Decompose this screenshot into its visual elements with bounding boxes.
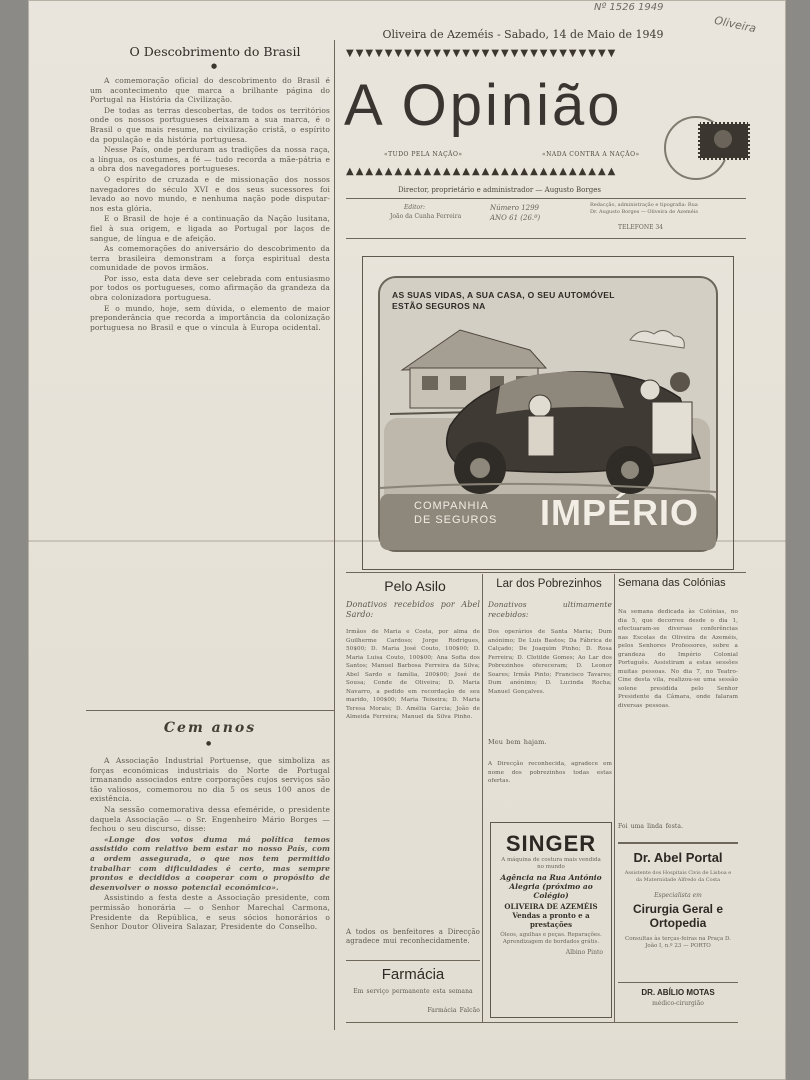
imperio-tagline: AS SUAS VIDAS, A SUA CASA, O SEU AUTOMÓVEL ESTÃO SEGUROS NA	[392, 290, 615, 311]
bullet-ornament: ●	[211, 62, 218, 70]
other-doctor-sub: médico-cirurgião	[652, 1000, 704, 1007]
pelo-asilo-body: Irmãos de Maria e Costa, por alma de Guilherme Cardoso; Jorge Rodrigues, 50$00; D. Maria José Couto, 100$00; D. Maria Luisa Couto, 100$00; Ana Sofia dos Santos; Manuel Barbosa Ferreira da Silva; Abel Sardo e família, 200$00; José de Sousa; Conde de Oliveira; D. Maria Navarro, a pedido em recordação de seu marido, 100$00; Maria Teixeira; D. Maria Teresa Morais; D. Amélia Garcia; João de Almeida Ferreira; Manuel da Silva Pinho.	[346, 629, 480, 720]
pelo-asilo-headline: Pelo Asilo	[384, 578, 446, 594]
cem-anos-headline: Cem anos	[163, 720, 257, 736]
left-article-paragraph: E o Brasil de hoje é a continuação da Nação lusitana, fiel à sua origem, e ligada ao Portugal por laços de sangue, de língua e de afeição.	[90, 214, 330, 243]
imperio-brand: IMPÉRIO	[540, 492, 700, 533]
column-rule-2	[482, 574, 483, 1022]
left-article-paragraph: Nesse País, onde perduram as tradições da nossa raça, a língua, os costumes, a fé — tudo recorda a mãe-pátria e a obra dos navegadores portugueses.	[90, 145, 330, 174]
semana-headline: Semana das Colónias	[618, 577, 726, 589]
ad-bottom-rule	[346, 572, 746, 573]
singer-brand: SINGER	[505, 831, 597, 856]
cem-anos-paragraph: «Longe dos votos duma má política temos assistido com relativo bem estar no nosso País, com a ordem assegurada, o que nos tem permitido trabalhar com dificuldades é certo, mas sempre prontos e decididos a cooperar com o propósito de desenvolver o nosso potencial económico».	[90, 834, 330, 892]
pelo-asilo-subhead: Donativos recebidos por Abel Sardo:	[346, 600, 480, 619]
singer-ad	[490, 822, 612, 1018]
semana-body: Na semana dedicada às Colónias, no dia 5, que decorreu desde o dia 1, efectuaram-se diversas conferências nas Escolas de Oliveira de Azeméis, pelos Senhores Professores, sobre a grandeza do Império Colonial Português. Assistiram a estas sessões muitas pessoas. No dia 7, no Teatro-Cine desta vila, realizou-se uma sessão solene presidida pelo Senhor Presidente da Câmara, onde falaram diversas pessoas.	[618, 609, 738, 709]
lar-note: Meu bem hajam.	[488, 738, 547, 746]
portal-specialty-label: Especialista em	[654, 892, 702, 899]
left-article-body	[90, 76, 330, 688]
lar-footer: A Direcção reconhecida, agradece em nome dos pobrezinhos todas estas ofertas.	[488, 761, 612, 784]
editor-label: Editor:	[404, 204, 426, 211]
lar-headline: Lar dos Pobrezinhos	[496, 578, 602, 590]
portal-address: Consultas às terças-feiras na Praça D. João I, n.º 23 — PORTO	[624, 936, 731, 949]
portal-name: Dr. Abel Portal	[633, 850, 723, 865]
left-article-paragraph: De todas as terras descobertas, de todos os territórios onde os nossos portugueses deixaram a sua marca, é o Brasil o que mais resume, na civilização cristã, o espírito da população e da história portuguesa.	[90, 105, 330, 144]
masthead-rule	[346, 198, 746, 199]
dateline: Oliveira de Azeméis - Sabado, 14 de Maio de 1949	[382, 28, 664, 41]
left-article-paragraph: O espírito de cruzada e de missionação dos nossos navegadores do século XVI e dos seus sucessores foi levado ao novo mundo, e nenhuma nação pode disputar-nos esta glória.	[90, 174, 330, 213]
handwritten-note: Nº 1526 1949	[594, 2, 664, 13]
imperio-company-line2: DE SEGUROS	[414, 514, 498, 526]
portal-credentials: Assistente dos Hospitais Civis de Lisboa e da Maternidade Alfredo da Costa	[624, 870, 732, 883]
motto-right: «NADA CONTRA A NAÇÃO»	[542, 151, 640, 158]
motto-left: «TUDO PELA NAÇÃO»	[384, 151, 463, 158]
masthead-border-bottom: ▲▲▲▲▲▲▲▲▲▲▲▲▲▲▲▲▲▲▲▲▲▲▲▲▲▲▲▲	[346, 166, 618, 177]
lar-body: Dos operários de Santa Maria; Dum anónimo; De Luis Bastos; Da Fábrica de Calçado; De Joaquim Pinho; D. Rosa Ferreira; D. Clotilde Gomes; Ao Lar dos Pobrezinhos ofereceram; D. Leonor Soares; Irmãs Pinto; Francisco Tavares; Dum anónimo; D. Lucinda Rocha; Manuel Gonçalves.	[488, 629, 612, 695]
left-article-paragraph: A comemoração oficial do descobrimento do Brasil é um acontecimento que marca a brilhante página do Portugal na História da Civilização.	[90, 76, 330, 105]
masthead-bottom-rule	[346, 238, 746, 239]
left-article-paragraph: Por isso, esta data deve ser celebrada com entusiasmo por todos os portugueses, como afirmação da grandeza da obra colonizadora portuguesa.	[90, 273, 330, 303]
column-rule-3	[614, 574, 615, 1022]
cem-anos-paragraph: Na sessão comemorativa dessa efeméride, o presidente daquela Associação — o Sr. Engenheiro Mário Borges — fechou o seu discurso, disse:	[90, 804, 330, 834]
pelo-asilo-footer: A todos os benfeitores a Direcção agradece mui reconhecidamente.	[346, 928, 480, 945]
cem-anos-body	[90, 756, 330, 1026]
singer-line1: A máquina de costura mais vendida no mundo	[501, 857, 601, 870]
farmacia-headline: Farmácia	[381, 966, 445, 983]
telephone: TELEFONE 34	[618, 224, 663, 231]
office-info: Redacção, administração e tipografia: Rua Dr. Augusto Borges — Oliveira de Azeméis	[590, 202, 698, 215]
lar-subhead: Donativos ultimamente recebidos:	[488, 600, 612, 619]
issue-number: Número 1299	[490, 204, 540, 212]
cem-anos-paragraph: A Associação Industrial Portuense, que simboliza as forças económicas industriais do Norte de Portugal irmanando associados entre corporações cujos serviços são tão valiosos, comemorou no dia 5 os seus 100 anos de existência.	[90, 756, 330, 804]
farmacia-name: Farmácia Falcão	[427, 1007, 480, 1014]
left-article-paragraph: E o mundo, hoje, sem dúvida, o elemento de maior preponderância que recorda a importância da colonização portuguesa no Brasil e que o vincula à Europa ocidental.	[90, 303, 330, 332]
left-article-paragraph: As comemorações do aniversário do descobrimento da terra brasileira demonstram a força espiritual desta comunidade de povos irmãos.	[90, 244, 330, 273]
director-line: Director, proprietário e administrador — Augusto Borges	[398, 186, 601, 194]
page-bottom-rule	[346, 1022, 738, 1023]
newspaper-page	[28, 0, 786, 1080]
imperio-company-line1: COMPANHIA	[414, 500, 489, 512]
editor-name: João da Cunha Ferreira	[390, 213, 462, 220]
column-rule-left	[334, 40, 335, 1030]
singer-line2: Agência na Rua António Alegria (próximo ao Colégio)	[500, 873, 602, 900]
farmacia-text: Em serviço permanente esta semana	[353, 988, 473, 995]
issue-year: ANO 61 (26.º)	[490, 214, 541, 222]
singer-line3: Vendas a pronto e a prestações	[512, 911, 590, 929]
left-headline: O Descobrimento do Brasil	[129, 44, 301, 59]
singer-line4: Óleos, agulhas e peças. Reparações. Aprendizagem de bordados grátis.	[500, 932, 602, 945]
portal-specialty: Cirurgia Geral e Ortopedia	[632, 902, 724, 930]
cem-anos-ornament: ●	[206, 740, 212, 747]
farmacia-rule	[346, 960, 480, 961]
postage-stamp	[698, 122, 750, 160]
imperio-ad	[378, 276, 718, 552]
singer-city: OLIVEIRA DE AZEMÉIS	[504, 902, 598, 911]
cem-anos-paragraph: Assistindo a festa deste a Associação presidente, com permissão honorária — o Senhor Marechal Carmona, Presidente da República, e seus sócios honorários o Senhor Doutor Oliveira Salazar, Presidente do Conselho.	[90, 893, 330, 932]
masthead-title: A Opinião	[344, 73, 623, 138]
portal-bottom-rule	[618, 982, 738, 983]
masthead-border-top: ▼▼▼▼▼▼▼▼▼▼▼▼▼▼▼▼▼▼▼▼▼▼▼▼▼▼▼▼	[346, 48, 618, 59]
handwritten-note-right: Oliveira	[713, 13, 758, 36]
semana-closing: Foi uma linda festa.	[618, 823, 684, 830]
portal-rule	[618, 842, 738, 844]
other-doctor: DR. ABÍLIO MOTAS	[641, 988, 715, 997]
left-divider	[86, 710, 334, 711]
singer-signature: Albino Pinto	[565, 949, 603, 956]
